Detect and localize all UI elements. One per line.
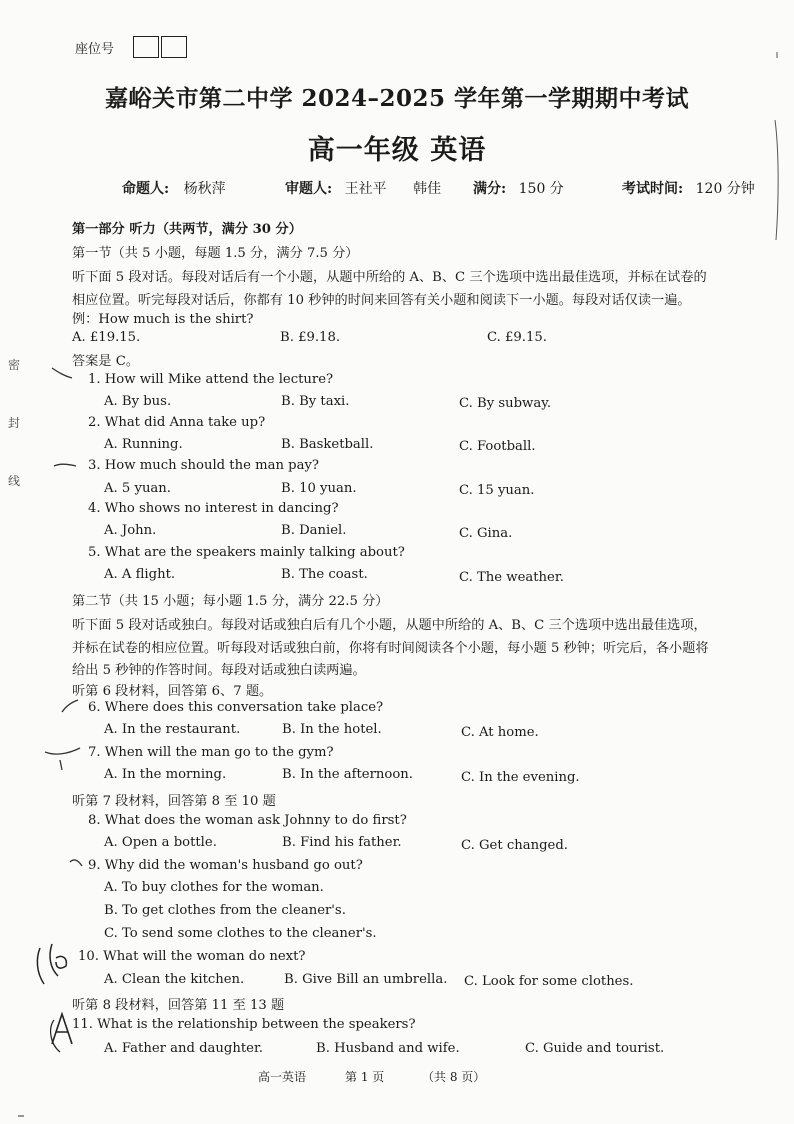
- option-b[interactable]: B. The coast.: [281, 567, 368, 582]
- option-b[interactable]: B. Find his father.: [282, 835, 402, 850]
- question-stem: 8. What does the woman ask Johnny to do first?: [88, 813, 407, 828]
- exam-subtitle: 高一年级 英语: [307, 135, 487, 166]
- option-c[interactable]: C. At home.: [461, 725, 539, 740]
- question-stem: 4. Who shows no interest in dancing?: [88, 501, 339, 516]
- option-c[interactable]: C. By subway.: [459, 396, 552, 411]
- option-c[interactable]: C. Gina.: [459, 526, 513, 541]
- instructions-text: 给出 5 秒钟的作答时间。每段对话或独白读两遍。: [72, 663, 366, 678]
- exam-time-label: 考试时间:: [622, 181, 684, 197]
- part-heading: 第一部分 听力（共两节，满分 30 分）: [72, 222, 302, 237]
- option-b[interactable]: B. In the hotel.: [282, 722, 382, 737]
- option-c[interactable]: C. Look for some clothes.: [464, 974, 634, 989]
- option-c[interactable]: C. In the evening.: [461, 770, 580, 785]
- proposer-row: [122, 178, 226, 198]
- footer-total: （共 8 页）: [422, 1070, 486, 1084]
- question-stem: 2. What did Anna take up?: [88, 415, 266, 430]
- option-c[interactable]: C. 15 yuan.: [459, 483, 535, 498]
- margin-note: 封: [8, 416, 21, 430]
- exam-title: 嘉峪关市第二中学 2024–2025 学年第一学期期中考试: [104, 85, 690, 112]
- option-a[interactable]: A. Running.: [104, 437, 183, 452]
- instructions-text: 听下面 5 段对话或独白。每段对话或独白后有几个小题，从题中所给的 A、B、C 三个选项中选出最佳选项，: [72, 618, 707, 633]
- material-heading: 听第 8 段材料，回答第 11 至 13 题: [72, 998, 285, 1013]
- full-score-row: [473, 178, 564, 198]
- option-a[interactable]: A. Father and daughter.: [104, 1041, 263, 1056]
- proposer-label: 命题人:: [122, 181, 170, 197]
- full-score-value: 150 分: [518, 181, 564, 197]
- option-b[interactable]: B. Daniel.: [281, 523, 347, 538]
- seat-number-box[interactable]: [161, 36, 187, 58]
- option-c[interactable]: C. Get changed.: [461, 838, 568, 853]
- instructions-text: 相应位置。听完每段对话后，你都有 10 秒钟的时间来回答有关小题和阅读下一小题。每段对话仅读一遍。: [72, 293, 691, 308]
- reviewer-name: 韩佳: [413, 181, 442, 197]
- option-a[interactable]: A. A flight.: [104, 567, 176, 582]
- instructions-text: 听下面 5 段对话。每段对话后有一个小题，从题中所给的 A、B、C 三个选项中选出最佳选项，并标在试卷的: [72, 270, 707, 285]
- option-a[interactable]: A. To buy clothes for the woman.: [104, 880, 324, 895]
- margin-note: 线: [8, 474, 21, 488]
- option-b[interactable]: B. Husband and wife.: [316, 1041, 460, 1056]
- exam-time-value: 120 分钟: [695, 181, 755, 197]
- exam-time-row: [622, 178, 755, 198]
- example-option-b: B. £9.18.: [280, 330, 341, 345]
- example-option-c: C. £9.15.: [487, 330, 547, 345]
- option-b[interactable]: B. Give Bill an umbrella.: [284, 972, 448, 987]
- reviewer-name: 王社平: [344, 181, 387, 197]
- option-b[interactable]: B. By taxi.: [281, 394, 350, 409]
- question-stem: 6. Where does this conversation take place?: [88, 700, 384, 715]
- option-a[interactable]: A. By bus.: [104, 394, 172, 409]
- reviewer-row: [285, 178, 441, 198]
- option-c[interactable]: C. Guide and tourist.: [525, 1041, 665, 1056]
- question-stem: 11. What is the relationship between the speakers?: [72, 1017, 416, 1032]
- option-a[interactable]: A. In the morning.: [104, 767, 227, 782]
- material-heading: 听第 7 段材料，回答第 8 至 10 题: [72, 794, 276, 809]
- full-score-label: 满分:: [473, 181, 507, 197]
- option-b[interactable]: B. 10 yuan.: [281, 481, 357, 496]
- example-question: 例：How much is the shirt?: [72, 312, 254, 327]
- option-b[interactable]: B. Basketball.: [281, 437, 374, 452]
- option-b[interactable]: B. To get clothes from the cleaner's.: [104, 903, 346, 918]
- option-a[interactable]: A. John.: [104, 523, 157, 538]
- question-stem: 5. What are the speakers mainly talking about?: [88, 545, 405, 560]
- question-stem: 3. How much should the man pay?: [88, 458, 319, 473]
- option-c[interactable]: C. To send some clothes to the cleaner's.: [104, 926, 377, 941]
- section-heading: 第一节（共 5 小题，每题 1.5 分，满分 7.5 分）: [72, 246, 359, 261]
- proposer-name: 杨秋萍: [183, 181, 226, 197]
- footer-page: 第 1 页: [345, 1070, 385, 1084]
- reviewer-label: 审题人:: [285, 181, 333, 197]
- option-a[interactable]: A. Open a bottle.: [104, 835, 217, 850]
- footer-subject: 高一英语: [258, 1070, 307, 1084]
- option-a[interactable]: A. 5 yuan.: [104, 481, 171, 496]
- seat-number-label: 座位号: [75, 42, 115, 57]
- option-a[interactable]: A. In the restaurant.: [104, 722, 241, 737]
- option-c[interactable]: C. The weather.: [459, 570, 564, 585]
- option-c[interactable]: C. Football.: [459, 439, 536, 454]
- question-stem: 7. When will the man go to the gym?: [88, 745, 334, 760]
- question-stem: 1. How will Mike attend the lecture?: [88, 372, 334, 387]
- margin-note: 密: [8, 358, 21, 372]
- seat-number-box[interactable]: [133, 36, 159, 58]
- example-answer: 答案是 C。: [72, 354, 140, 369]
- example-option-a: A. £19.15.: [72, 330, 141, 345]
- question-stem: 10. What will the woman do next?: [78, 949, 306, 964]
- material-heading: 听第 6 段材料，回答第 6、7 题。: [72, 684, 273, 699]
- instructions-text: 并标在试卷的相应位置。听每段对话或独白前，你将有时间阅读各个小题，每小题 5 秒钟；听完后，各小题将: [72, 641, 709, 656]
- option-a[interactable]: A. Clean the kitchen.: [104, 972, 245, 987]
- option-b[interactable]: B. In the afternoon.: [282, 767, 413, 782]
- question-stem: 9. Why did the woman's husband go out?: [88, 858, 363, 873]
- section-heading: 第二节（共 15 小题；每小题 1.5 分，满分 22.5 分）: [72, 594, 389, 609]
